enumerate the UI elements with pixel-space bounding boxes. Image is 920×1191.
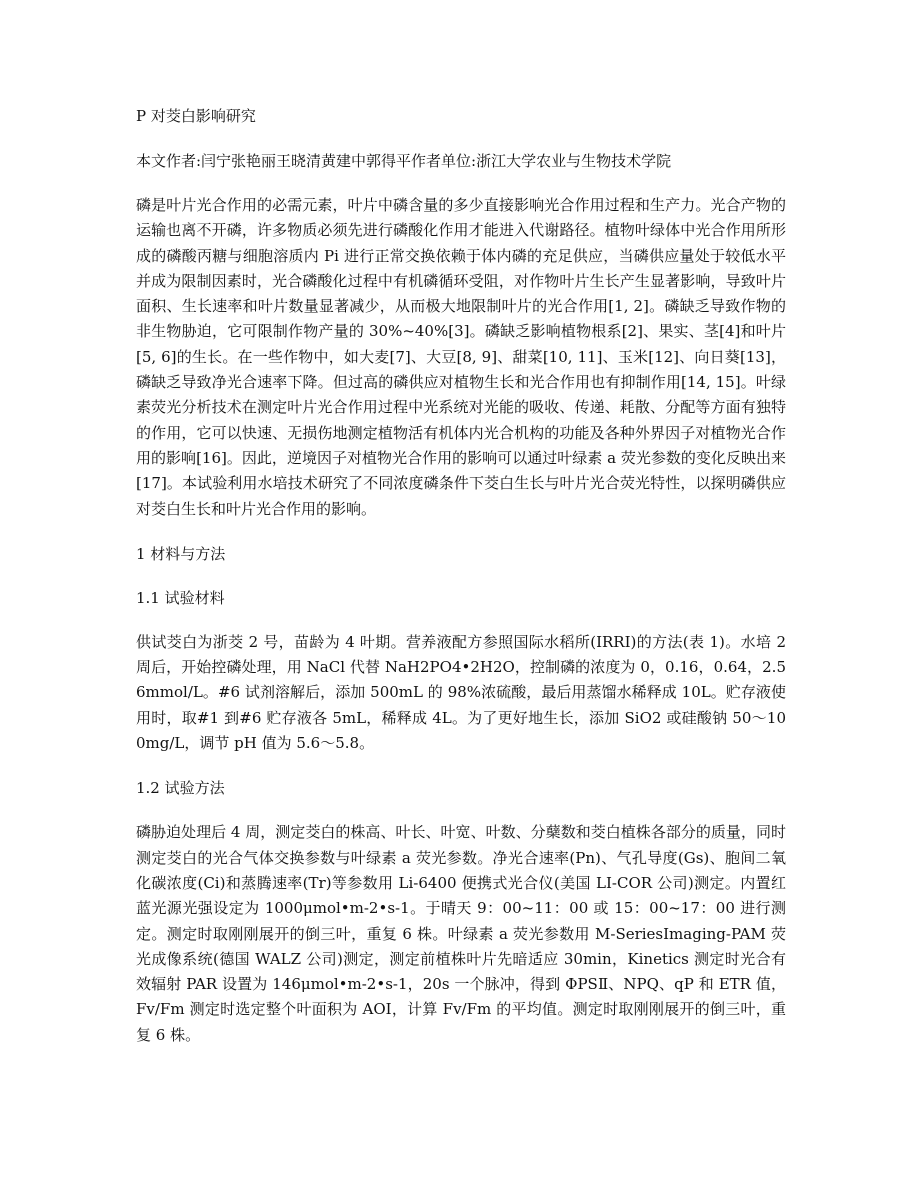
document-title: P 对茭白影响研究 <box>136 107 256 125</box>
author-line: 本文作者:闫宁张艳丽王晓清黄建中郭得平作者单位:浙江大学农业与生物技术学院 <box>136 152 672 170</box>
section-heading-1: 1 材料与方法 <box>136 544 226 563</box>
intro-paragraph: 磷是叶片光合作用的必需元素，叶片中磷含量的多少直接影响光合作用过程和生产力。光合产物的运输也离不开磷，许多物质必须先进行磷酸化作用才能进入代谢路径。植物叶绿体中光合作用所形成的磷酸丙糖与细胞溶质内 Pi 进行正常交换依赖于体内磷的充足供应，当磷供应量处于较低水平并成为限制因素时，光合磷酸化过程中有机磷循环受阻，对作物叶片生长产生显著影响，导致叶片面积、生长速率和叶片数量显著减少，从而极大地限制叶片的光合作用[1, 2]。磷缺乏导致作物的非生物胁迫，它可限制作物产量的 30%~40%[3]。磷缺乏影响植物根系[2]、果实、茎[4]和叶片[5, 6]的生长。在一些作物中，如大麦[7]、大豆[8, 9]、甜菜[10, 11]、玉米[12]、向日葵[13]，磷缺乏导致净光合速率下降。但过高的磷供应对植物生长和光合作用也有抑制作用[14, 15]。叶绿素荧光分析技术在测定叶片光合作用过程中光系统对光能的吸收、传递、耗散、分配等方面有独特的作用，它可以快速、无损伤地测定植物活有机体内光合机构的功能及各种外界因子对植物光合作用的影响[16]。因此，逆境因子对植物光合作用的影响可以通过叶绿素 a 荧光参数的变化反映出来[17]。本试验利用水培技术研究了不同浓度磷条件下茭白生长与叶片光合荧光特性，以探明磷供应对茭白生长和叶片光合作用的影响。 <box>136 196 786 518</box>
section-heading-1-2: 1.2 试验方法 <box>136 779 225 798</box>
methods-paragraph: 磷胁迫处理后 4 周，测定茭白的株高、叶长、叶宽、叶数、分蘖数和茭白植株各部分的质量，同时测定茭白的光合气体交换参数与叶绿素 a 荧光参数。净光合速率(Pn)、气孔导度(Gs)、胞间二氧化碳浓度(Ci)和蒸腾速率(Tr)等参数用 Li-6400 便携式光合仪(美国 LI-COR 公司)测定。内置红蓝光源光强设定为 1000μmol•m-2•s-1。于晴天 9：00~11：00 或 15：00~17：00 进行测定。测定时取刚刚展开的倒三叶，重复 6 株。叶绿素 a 荧光参数用 M-SeriesImaging-PAM 荧光成像系统(德国 WALZ 公司)测定，测定前植株叶片先暗适应 30min，Kinetics 测定时光合有效辐射 PAR 设置为 146μmol•m-2•s-1，20s 一个脉冲，得到 ΦPSⅡ、NPQ、qP 和 ETR 值，Fv/Fm 测定时选定整个叶面积为 AOI，计算 Fv/Fm 的平均值。测定时取刚刚展开的倒三叶，重复 6 株。 <box>136 823 786 1044</box>
materials-paragraph: 供试茭白为浙茭 2 号，苗龄为 4 叶期。营养液配方参照国际水稻所(IRRI)的方法(表 1)。水培 2 周后，开始控磷处理，用 NaCl 代替 NaH2PO4•2H2O，控制磷的浓度为 0，0.16，0.64，2.56mmol/L。#6 试剂溶解后，添加 500mL 的 98%浓硫酸，最后用蒸馏水稀释成 10L。贮存液使用时，取#1 到#6 贮存液各 5mL，稀释成 4L。为了更好地生长，添加 SiO2 或硅酸钠 50～100mg/L，调节 pH 值为 5.6～5.8。 <box>136 632 786 753</box>
document-page <box>136 104 786 1048</box>
section-heading-1-1: 1.1 试验材料 <box>136 588 225 607</box>
